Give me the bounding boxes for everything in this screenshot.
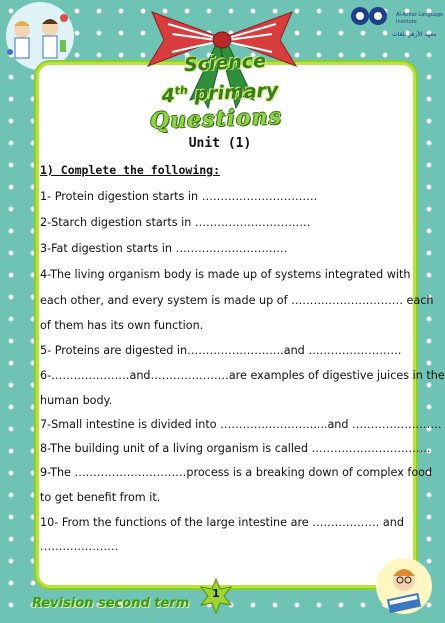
unit-title: Unit (1) xyxy=(188,136,252,151)
grade-word: primary xyxy=(194,79,279,106)
svg-text:معهد الأزهر للغات: معهد الأزهر للغات xyxy=(392,31,437,38)
question-line: 10- From the functions of the large intestine are ……………… and xyxy=(40,516,404,529)
question-line: 4-The living organism body is made up of systems integrated with xyxy=(40,268,411,281)
grade-suffix: th xyxy=(174,83,189,98)
section-heading: 1) Complete the following: xyxy=(40,163,221,177)
question-line: 6-…………………and…………………are examples of digestive juices in the xyxy=(40,369,445,382)
question-line: each other, and every system is made up of ………………………… each xyxy=(40,294,434,307)
institute-logo xyxy=(348,4,444,48)
title-questions: Questions xyxy=(149,103,283,135)
question-line: to get benefit from it. xyxy=(40,491,161,504)
question-line: 9-The …………………………process is a breaking down of complex food xyxy=(40,466,433,479)
svg-text:Al-Azhar Language: Al-Azhar Language xyxy=(396,12,444,18)
question-line: human body. xyxy=(40,394,113,407)
question-line: 3-Fat digestion starts in ………………………… xyxy=(40,242,288,255)
grade-number: 4 xyxy=(161,84,176,108)
footer-revision-label: Revision second term xyxy=(32,596,190,611)
question-line: 8-The building unit of a living organism is called ………………………….. xyxy=(40,442,431,455)
question-line: ………………… xyxy=(40,540,119,553)
question-line: 2-Starch digestion starts in …………………………. xyxy=(40,216,311,229)
page-number: 1 xyxy=(212,587,220,600)
question-line: 7-Small intestine is divided into …………………….....and …………………… xyxy=(40,418,442,431)
question-line: of them has its own function. xyxy=(40,319,204,332)
svg-text:Institute: Institute xyxy=(396,19,417,25)
boy-reading-illustration xyxy=(374,556,434,618)
title-science: Science xyxy=(183,49,267,77)
question-line: 5- Proteins are digested in……………………..and ……………………. xyxy=(40,344,402,357)
question-line: 1- Protein digestion starts in …………………………. xyxy=(40,190,318,203)
